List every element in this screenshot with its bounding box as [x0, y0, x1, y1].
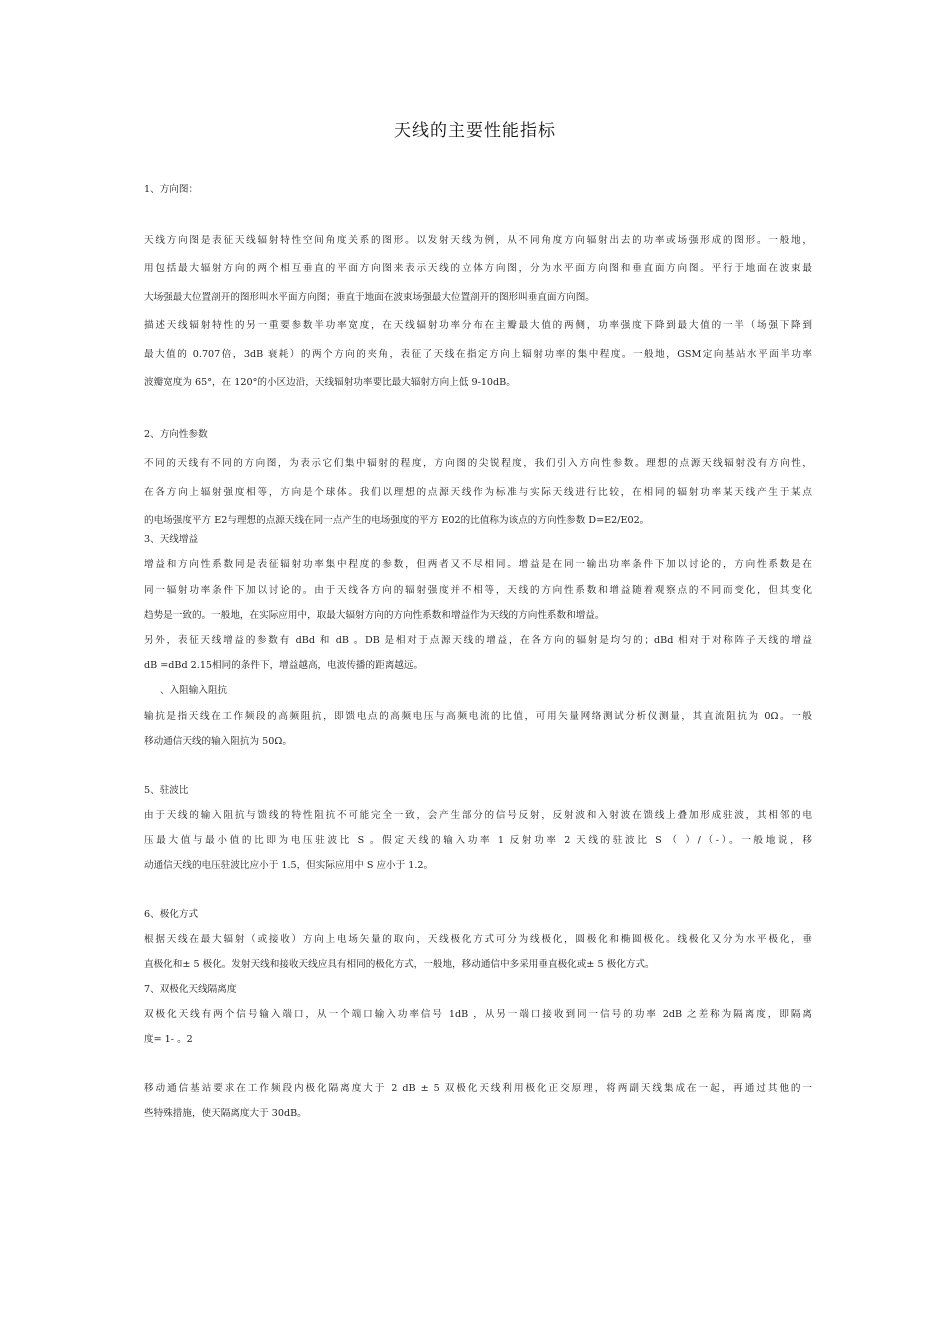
section-heading: 5、驻波比	[144, 785, 189, 796]
text-line: 双极化天线有两个信号输入端口，从一个端口输入功率信号 1dB ，从另一端口接收到同一信号的功率 2dB 之差称为隔离度，即隔离	[144, 1009, 812, 1020]
text-line: 在各方向上辐射强度相等，方向是个球体。我们以理想的点源天线作为标准与实际天线进行比较，在相同的辐射功率某天线产生于某点	[144, 487, 812, 498]
text-line: 增益和方向性系数同是表征辐射功率集中程度的参数，但两者又不尽相同。增益是在同一输出功率条件下加以讨论的，方向性系数是在	[144, 559, 812, 570]
text-line: 的电场强度平方 E2与理想的点源天线在同一点产生的电场强度的平方 E02的比值称为该点的方向性参数 D=E2/E02。	[144, 515, 650, 526]
text-line: 由于天线的输入阻抗与馈线的特性阻抗不可能完全一致，会产生部分的信号反射，反射波和入射波在馈线上叠加形成驻波，其相邻的电	[144, 810, 812, 821]
text-line: 移动通信基站要求在工作频段内极化隔离度大于 2 dB ± 5 双极化天线利用极化正交原理，将两副天线集成在一起，再通过其他的一	[144, 1083, 812, 1094]
text-line: 波瓣宽度为 65°，在 120°的小区边沿，天线辐射功率要比最大辐射方向上低 9-10dB。	[144, 377, 516, 388]
text-line: 趋势是一致的。一般地，在实际应用中，取最大辐射方向的方向性系数和增益作为天线的方向性系数和增益。	[144, 610, 605, 621]
text-line: 天线方向图是表征天线辐射特性空间角度关系的图形。以发射天线为例，从不同角度方向辐射出去的功率或场强形成的图形。一般地，	[144, 235, 812, 246]
text-line: dB =dBd 2.15相同的条件下，增益越高，电波传播的距离越远。	[144, 660, 424, 671]
text-line: 最大值的 0.707倍，3dB 衰耗）的两个方向的夹角，表征了天线在指定方向上辐射功率的集中程度。一般地，GSM定向基站水平面半功率	[144, 349, 812, 360]
text-line: 根据天线在最大辐射（或接收）方向上电场矢量的取向，天线极化方式可分为线极化，圆极化和椭圆极化。线极化又分为水平极化，垂	[144, 934, 812, 945]
section-heading: 、入阻输入阻抗	[160, 685, 228, 696]
text-line: 度= 1- 。2	[144, 1034, 193, 1045]
section-heading: 1、方向图：	[144, 184, 199, 195]
text-line: 用包括最大辐射方向的两个相互垂直的平面方向图来表示天线的立体方向图，分为水平面方向图和垂直面方向图。平行于地面在波束最	[144, 263, 812, 274]
section-heading: 6、极化方式	[144, 909, 199, 920]
section-heading: 7、双极化天线隔离度	[144, 984, 237, 995]
text-line: 压最大值与最小值的比即为电压驻波比 S 。假定天线的输入功率 1 反射功率 2 天线的驻波比 S （ ）/（-）。一般地说，移	[144, 835, 812, 846]
text-line: 直极化和± 5 极化。发射天线和接收天线应具有相同的极化方式，一般地，移动通信中多采用垂直极化或± 5 极化方式。	[144, 959, 655, 970]
text-line: 移动通信天线的输入阻抗为 50Ω。	[144, 736, 292, 747]
document-title: 天线的主要性能指标	[394, 121, 556, 141]
text-line: 不同的天线有不同的方向图，为表示它们集中辐射的程度，方向图的尖锐程度，我们引入方向性参数。理想的点源天线辐射没有方向性，	[144, 458, 812, 469]
text-line: 输抗是指天线在工作频段的高频阻抗，即馈电点的高频电压与高频电流的比值，可用矢量网络测试分析仪测量，其直流阻抗为 0Ω。一般	[144, 711, 812, 722]
text-line: 描述天线辐射特性的另一重要参数半功率宽度，在天线辐射功率分布在主瓣最大值的两侧，功率强度下降到最大值的一半（场强下降到	[144, 320, 812, 331]
section-heading: 2、方向性参数	[144, 429, 208, 440]
text-line: 同一辐射功率条件下加以讨论的。由于天线各方向的辐射强度并不相等，天线的方向性系数和增益随着观察点的不同而变化，但其变化	[144, 585, 812, 596]
text-line: 另外，表征天线增益的参数有 dBd 和 dB 。DB 是相对于点源天线的增益，在各方向的辐射是均匀的；dBd 相对于对称阵子天线的增益	[144, 635, 812, 646]
section-heading: 3、天线增益	[144, 534, 199, 545]
text-line: 些特殊措施，使天隔离度大于 30dB。	[144, 1108, 307, 1119]
text-line: 大场强最大位置剖开的图形叫水平面方向图；垂直于地面在波束场强最大位置剖开的图形叫垂直面方向图。	[144, 292, 595, 303]
text-line: 动通信天线的电压驻波比应小于 1.5，但实际应用中 S 应小于 1.2。	[144, 860, 434, 871]
